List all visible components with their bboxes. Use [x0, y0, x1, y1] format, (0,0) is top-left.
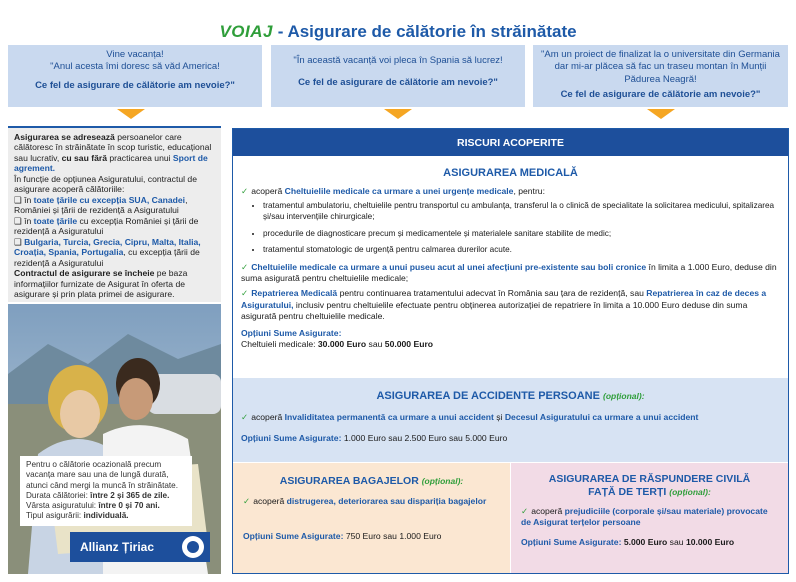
medical-options-title: Opțiuni Sume Asigurate:	[241, 327, 342, 338]
medical-bullets	[263, 201, 780, 256]
baggage-title: ASIGURAREA BAGAJELOR (opțional):	[279, 475, 464, 487]
liability-title: ASIGURAREA DE RĂSPUNDERE CIVILĂ FAȚĂ DE TERȚI (opțional):	[548, 473, 751, 498]
risks-panel	[232, 128, 789, 574]
accident-coverage: ✓ acoperă Invaliditatea permanentă ca urmare a unui accident și Decesul Asiguratului ca urmare a unui accident	[241, 412, 699, 422]
quote-box-spain	[271, 45, 525, 107]
quote-line: "Anul acesta îmi doresc să văd America!	[50, 61, 220, 73]
risks-header: RISCURI ACOPERITE	[233, 129, 788, 156]
eligibility-text: În funcție de opțiunea Asiguratului, contractul de asigurare acoperă călătoriile:	[14, 173, 197, 195]
repatriation-coverage: ✓ Repatrierea Medicală pentru continuarea tratamentului adecvat în România sau țara de rezidență, sau Repatrierea în caz de deces a Asiguratului, inclusiv pentru cheltuielile efectuate pentru obținerea autorizației de repatriere în limita a 10.000 Euro deduse din suma asigurată pentru cheltuielile medicale.	[241, 288, 767, 321]
quote-line: "În această vacanță voi pleca în Spania să lucrez!	[293, 55, 503, 66]
eligibility-intro: Asigurarea se adresează persoanelor care călătoresc în străinătate în scop turistic, educațional sau lucrativ, cu sau fără practicarea unui Sport de agrement.	[14, 132, 212, 174]
quote-question: Ce fel de asigurare de călătorie am nevoie?"	[298, 77, 498, 89]
info-duration: Durata călătoriei: între 2 și 365 de zile.	[26, 490, 170, 500]
info-type: Tipul asigurării: individuală.	[26, 511, 129, 521]
check-icon: ✓	[521, 506, 529, 517]
list-item: • procedurile de diagnosticare precum și medicamentele și materialele sanitare stabilite de medic;	[263, 229, 780, 240]
quote-line: Vine vacanța!	[106, 49, 164, 60]
title-text: - Asigurare de călătorie în străinătate	[272, 22, 577, 41]
list-item: • tratamentul stomatologic de urgență pentru calmarea durerilor acute.	[263, 245, 780, 256]
check-icon: ✓	[241, 412, 249, 422]
baggage-coverage: ✓ acoperă distrugerea, deteriorarea sau dispariția bagajelor	[243, 495, 487, 506]
list-item: • tratamentul ambulatoriu, cheltuielile pentru transportul cu ambulanța, transferul la o clinică de specialitate la solicitarea medicului, spitalizarea și/sau intervențiile chirurgicale;	[263, 201, 780, 222]
coverage-option-3: ❑ Bulgaria, Turcia, Grecia, Cipru, Malta, Italia, Croația, Spania, Portugalia, cu excepția țării de rezidență a Asiguratului	[14, 236, 201, 268]
medical-coverage: ✓ acoperă Cheltuielile medicale ca urmare a unei urgențe medicale, pentru:	[241, 186, 545, 197]
liability-coverage: ✓ acoperă prejudiciile (corporale și/sau materiale) provocate de Asigurat terțelor persoane	[521, 506, 768, 528]
eligibility-panel	[8, 126, 221, 302]
travel-photo	[8, 304, 221, 574]
check-icon: ✓	[241, 288, 249, 299]
logo-text: Allianz Țiriac	[80, 540, 155, 554]
coverage-option-1: ❑ în toate țările cu excepția SUA, Canadei, României și țării de rezidență a Asiguratului	[14, 194, 188, 216]
arrow-down-icon	[384, 109, 412, 119]
quote-question: Ce fel de asigurare de călătorie am nevoie?"	[35, 79, 235, 91]
check-icon: ✓	[241, 186, 249, 197]
liability-insurance-section	[511, 463, 788, 573]
accident-options: Opțiuni Sume Asigurate: 1.000 Euro sau 2.500 Euro sau 5.000 Euro	[241, 433, 508, 443]
accident-insurance-section	[233, 378, 788, 462]
liability-options: Opțiuni Sume Asigurate: 5.000 Euro sau 10.000 Euro	[521, 537, 735, 548]
contract-text: Contractul de asigurare se încheie pe baza informațiilor furnizate de Asigurat în oferta de asigurare și prin plata primei de asigurare.	[14, 268, 188, 300]
coverage-option-2: ❑ în toate țările cu excepția României și țării de rezidență a Asiguratului	[14, 215, 199, 237]
medical-options: Cheltuieli medicale: 30.000 Euro sau 50.000 Euro	[241, 339, 434, 350]
quote-line: "Am un proiect de finalizat la o universitate din Germania dar mi-ar plăcea să fac un traseu montan în Munții Pădurea Neagră!	[541, 49, 780, 85]
medical-title: ASIGURAREA MEDICALĂ	[443, 167, 578, 179]
arrow-down-icon	[647, 109, 675, 119]
check-icon: ✓	[243, 495, 251, 506]
baggage-insurance-section	[233, 463, 510, 573]
quote-question: Ce fel de asigurare de călătorie am nevoie?"	[560, 89, 761, 101]
allianz-tiriac-logo	[70, 532, 210, 562]
product-info-box	[20, 456, 192, 526]
quote-box-america	[8, 45, 262, 107]
quote-box-germany	[533, 45, 788, 107]
info-age: Vârsta asiguratului: între 0 și 70 ani.	[26, 501, 160, 510]
accident-title: ASIGURAREA DE ACCIDENTE PERSOANE (opțional):	[376, 390, 645, 402]
info-description: Pentru o călătorie ocazională precum vacanța mare sau una de lungă durată, atunci când mergi la muncă în străinătate.	[26, 460, 179, 490]
chronic-coverage: ✓ Cheltuielile medicale ca urmare a unui puseu acut al unei afecțiuni pre-existente sau boli cronice în limita a 1.000 Euro, deduse din suma asigurată pentru cheltuielile medicale;	[241, 262, 777, 284]
baggage-options: Opțiuni Sume Asigurate: 750 Euro sau 1.000 Euro	[243, 530, 442, 541]
medical-insurance-section	[233, 156, 788, 376]
brand-name: VOIAJ	[219, 22, 273, 41]
check-icon: ✓	[241, 262, 249, 273]
arrow-down-icon	[117, 109, 145, 119]
page-title	[0, 22, 796, 42]
eagle-icon	[182, 536, 204, 558]
